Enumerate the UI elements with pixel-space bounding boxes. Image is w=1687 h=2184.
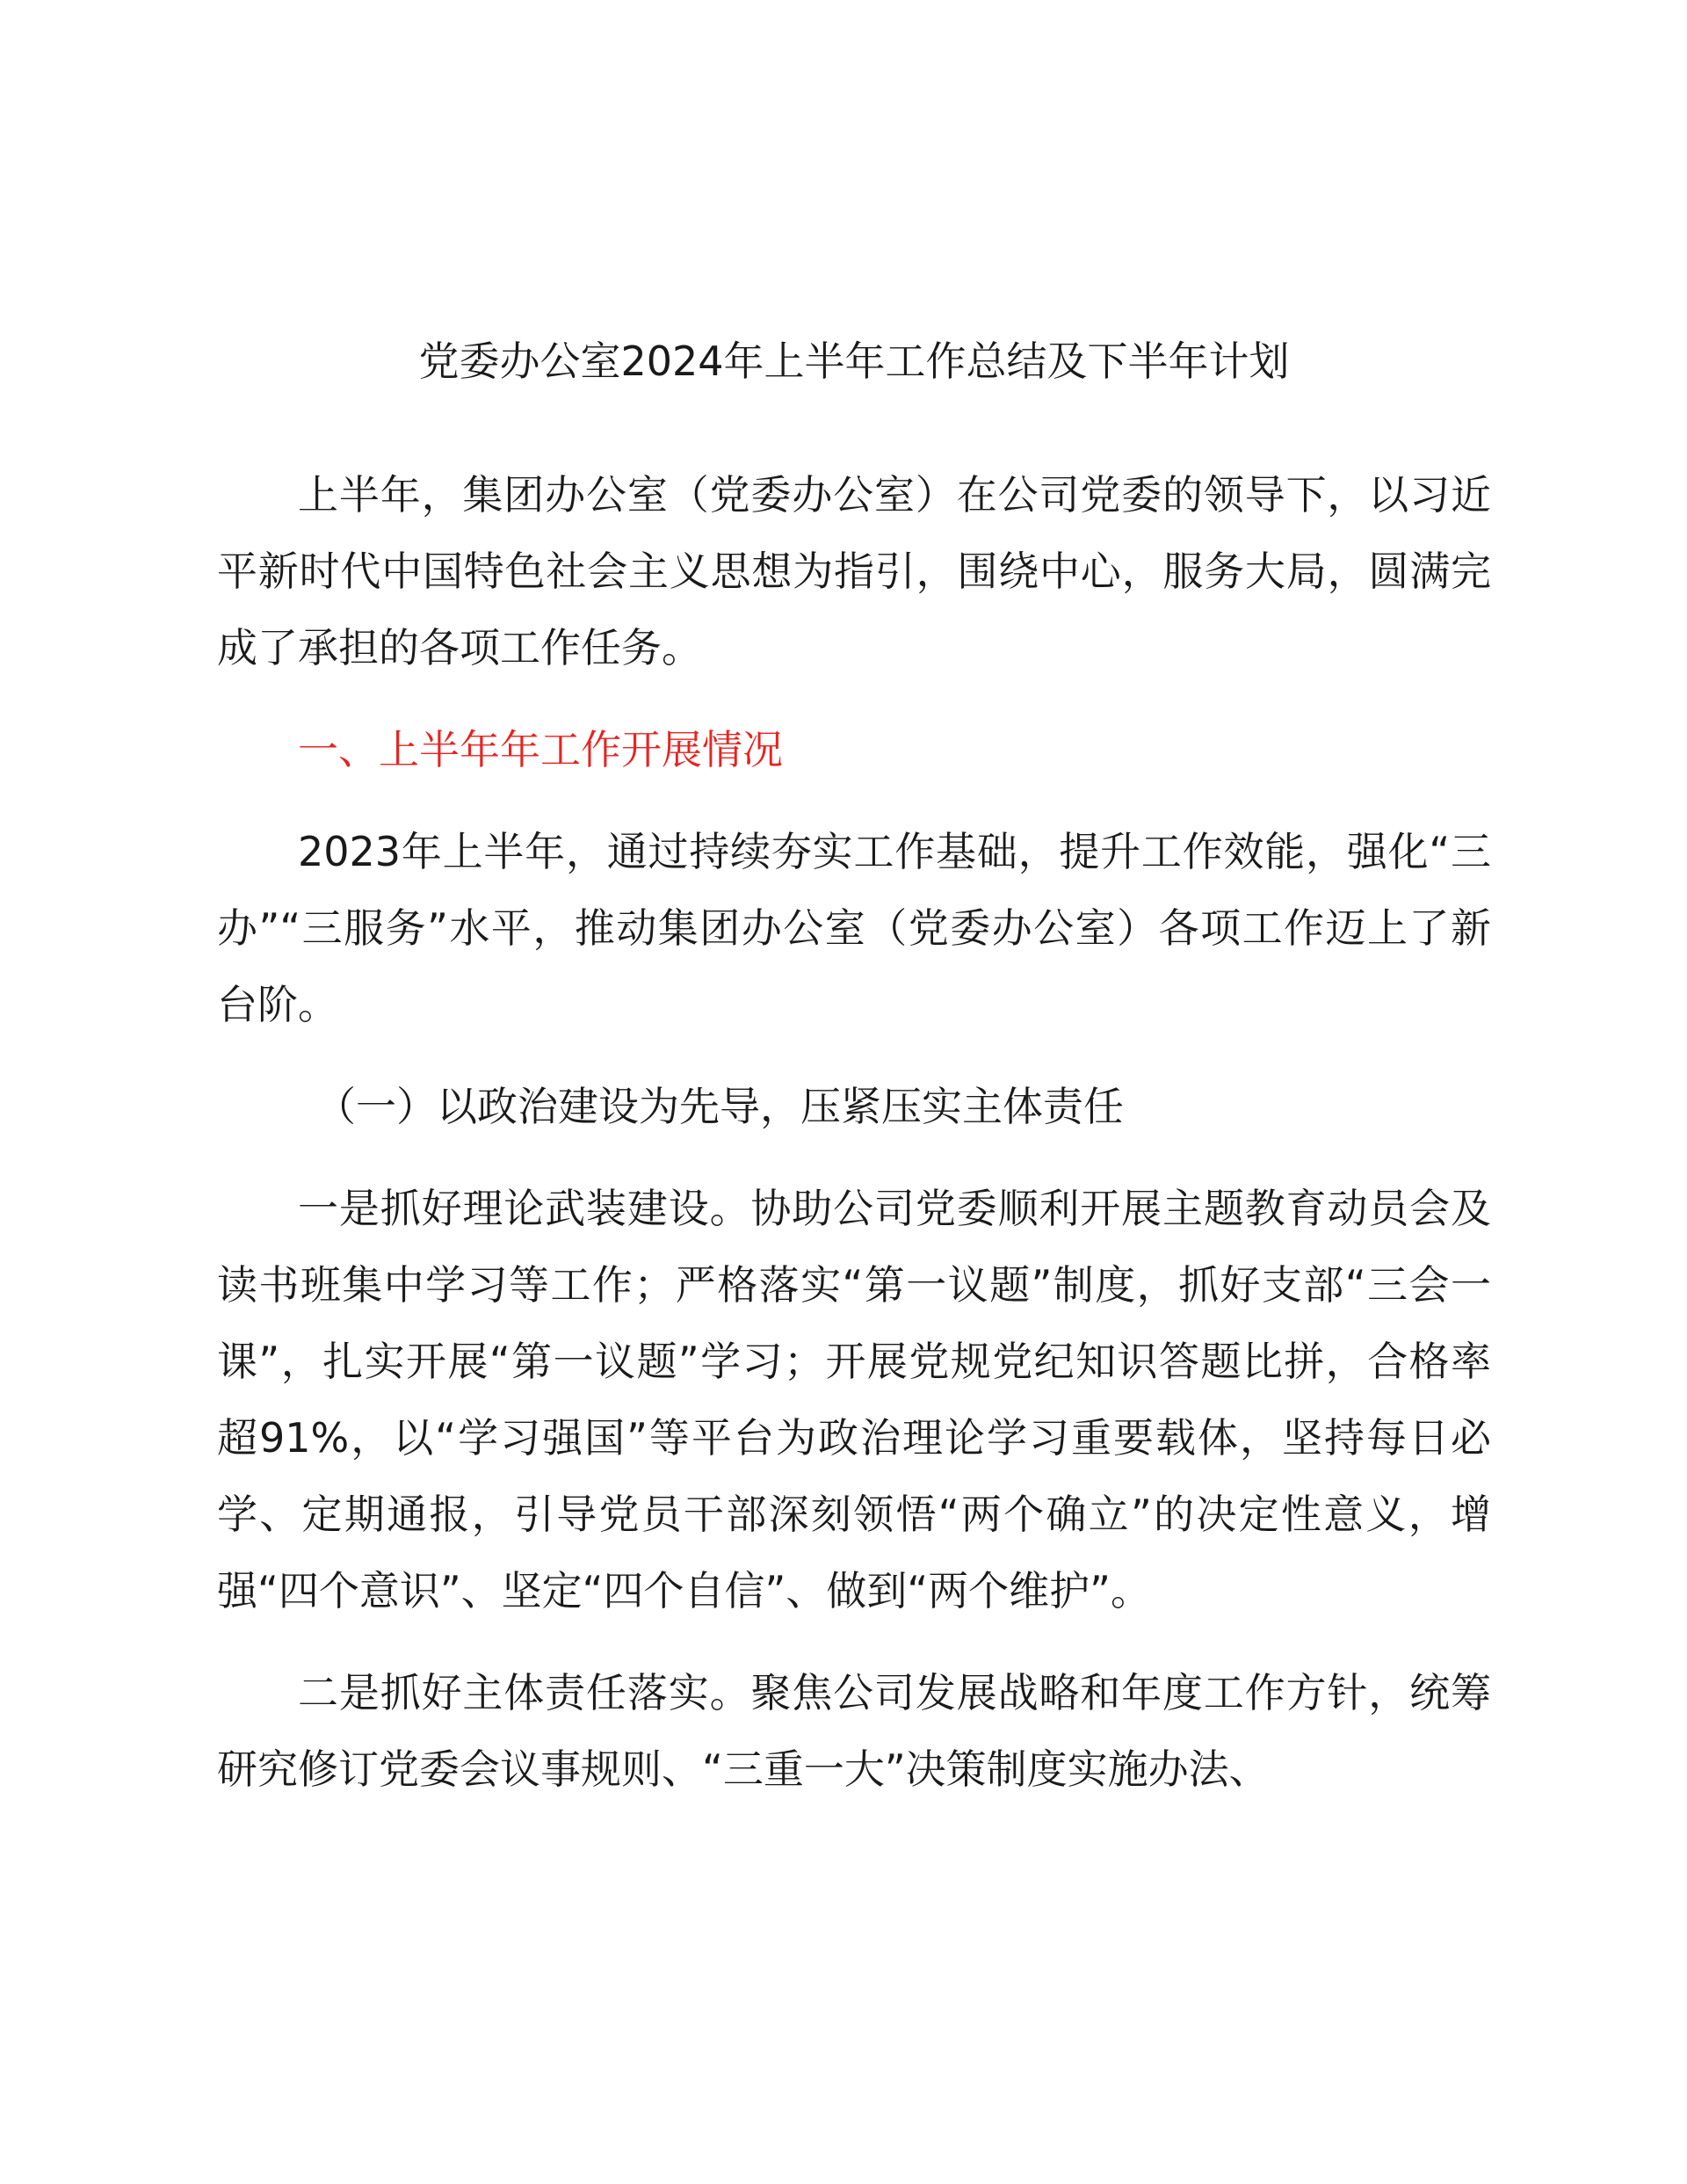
document-body [217, 332, 1491, 1808]
spacer [217, 1145, 1491, 1171]
section-heading: 一、上半年年工作开展情况 [298, 726, 783, 773]
intro-paragraph: 上半年，集团办公室（党委办公室）在公司党委的领导下，以习近平新时代中国特色社会主义思想为指引，围绕中心，服务大局，圆满完成了承担的各项工作任务。 [217, 471, 1491, 671]
section-paragraph: 2023年上半年，通过持续夯实工作基础，提升工作效能，强化“三办”“三服务”水平，推动集团办公室（党委办公室）各项工作迈上了新台阶。 [217, 828, 1491, 1028]
spacer [217, 390, 1491, 457]
spacer [217, 1629, 1491, 1655]
spacer [217, 1043, 1491, 1069]
body-paragraph: 一是抓好理论武装建设。协助公司党委顺利开展主题教育动员会及读书班集中学习等工作；严格落实“第一议题”制度，抓好支部“三会一课”，扎实开展“第一议题”学习；开展党规党纪知识答题比拼，合格率超91%，以“学习强国”等平台为政治理论学习重要载体，坚持每日必学、定期通报，引导党员干部深刻领悟“两个确立”的决定性意义，增强“四个意识”、坚定“四个自信”、做到“两个维护”。 [217, 1185, 1491, 1614]
body-paragraph: 二是抓好主体责任落实。聚焦公司发展战略和年度工作方针，统筹研究修订党委会议事规则、“三重一大”决策制度实施办法、 [217, 1669, 1491, 1793]
spacer [217, 788, 1491, 814]
spacer [217, 686, 1491, 712]
document-title: 党委办公室2024年上半年工作总结及下半年计划 [418, 337, 1290, 385]
subsection-heading: （一）以政治建设为先导，压紧压实主体责任 [315, 1083, 1124, 1130]
